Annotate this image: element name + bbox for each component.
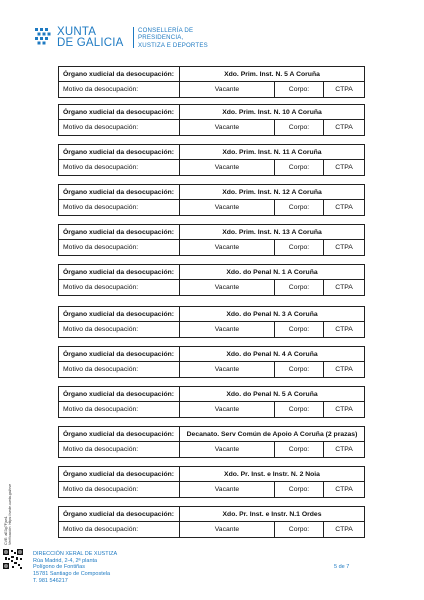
dept-line-2: PRESIDENCIA, xyxy=(138,34,184,42)
footer-line-3: Polígono de Fontiñas xyxy=(33,564,85,571)
vacancy-table xyxy=(58,506,365,538)
organ-row xyxy=(58,506,365,522)
corps-value: CTPA xyxy=(335,244,353,251)
organ-row xyxy=(58,144,365,160)
corps-value: CTPA xyxy=(335,406,353,413)
organ-row xyxy=(58,346,365,362)
corps-label: Corpo: xyxy=(275,160,324,175)
vacancy-table xyxy=(58,184,365,216)
logo-line-1: XUNTA xyxy=(57,26,97,38)
vacancy-table xyxy=(58,306,365,338)
organ-row xyxy=(58,306,365,322)
corps-value: CTPA xyxy=(335,204,353,211)
organ-value: Xdo. Pr. Inst. e Instr. N.1 Ordes xyxy=(222,510,322,518)
reason-value: Vacante xyxy=(180,200,275,215)
corps-value: CTPA xyxy=(335,366,353,373)
vacancy-table xyxy=(58,144,365,176)
reason-row xyxy=(58,442,365,458)
reason-value: Vacante xyxy=(180,280,275,295)
organ-label: Órgano xudicial da desocupación: xyxy=(59,307,180,321)
reason-label: Motivo da desocupación: xyxy=(59,240,180,255)
verification-side-text xyxy=(4,484,12,545)
reason-row xyxy=(58,402,365,418)
corps-value: CTPA xyxy=(335,164,353,171)
organ-label: Órgano xudicial da desocupación: xyxy=(59,185,180,199)
organ-label: Órgano xudicial da desocupación: xyxy=(59,347,180,361)
organ-label: Órgano xudicial da desocupación: xyxy=(59,427,180,441)
reason-label: Motivo da desocupación: xyxy=(59,82,180,97)
side-line-1: CVE: aE3g7Fjan1 xyxy=(4,516,8,545)
organ-row xyxy=(58,66,365,82)
logo-line-2: DE GALICIA xyxy=(57,37,124,49)
footer-address xyxy=(33,551,117,585)
reason-row xyxy=(58,362,365,378)
corps-label: Corpo: xyxy=(275,240,324,255)
corps-label: Corpo: xyxy=(275,482,324,497)
reason-value: Vacante xyxy=(180,240,275,255)
corps-value: CTPA xyxy=(335,124,353,131)
logo-title xyxy=(57,27,124,49)
corps-label: Corpo: xyxy=(275,120,324,135)
footer-line-5: T. 981 546217 xyxy=(33,577,68,584)
reason-row xyxy=(58,240,365,256)
reason-row xyxy=(58,482,365,498)
footer-line-1: DIRECCIÓN XERAL DE XUSTIZA xyxy=(33,551,118,557)
organ-label: Órgano xudicial da desocupación: xyxy=(59,67,180,81)
vacancy-table xyxy=(58,386,365,418)
organ-row xyxy=(58,184,365,200)
organ-value: Xdo. Prim. Inst. N. 10 A Coruña xyxy=(222,108,322,116)
organ-value: Xdo. do Penal N. 5 A Coruña xyxy=(226,390,318,398)
reason-value: Vacante xyxy=(180,82,275,97)
organ-value: Xdo. do Penal N. 3 A Coruña xyxy=(226,310,318,318)
corps-label: Corpo: xyxy=(275,322,324,337)
corps-value: CTPA xyxy=(335,446,353,453)
side-line-2: Verificación: https://sede.xunta.gal/cve xyxy=(8,483,12,545)
vacancy-table xyxy=(58,466,365,498)
corps-label: Corpo: xyxy=(275,442,324,457)
footer-line-2: Rúa Madrid, 2-4, 2ª planta xyxy=(33,557,98,564)
corps-value: CTPA xyxy=(335,284,353,291)
vacancy-table xyxy=(58,104,365,136)
reason-row xyxy=(58,280,365,296)
organ-label: Órgano xudicial da desocupación: xyxy=(59,105,180,119)
logo-divider xyxy=(133,27,134,48)
reason-label: Motivo da desocupación: xyxy=(59,362,180,377)
reason-row xyxy=(58,200,365,216)
organ-value: Xdo. Prim. Inst. N. 5 A Coruña xyxy=(224,70,320,78)
department-name xyxy=(138,27,208,49)
reason-label: Motivo da desocupación: xyxy=(59,200,180,215)
dept-line-1: CONSELLERÍA DE xyxy=(138,27,194,34)
reason-row xyxy=(58,322,365,338)
organ-value: Xdo. Prim. Inst. N. 13 A Coruña xyxy=(222,228,322,236)
organ-label: Órgano xudicial da desocupación: xyxy=(59,507,180,521)
corps-label: Corpo: xyxy=(275,402,324,417)
header xyxy=(33,26,273,52)
corps-value: CTPA xyxy=(335,86,353,93)
reason-value: Vacante xyxy=(180,322,275,337)
corps-value: CTPA xyxy=(335,486,353,493)
organ-label: Órgano xudicial da desocupación: xyxy=(59,225,180,239)
corps-value: CTPA xyxy=(335,526,353,533)
reason-value: Vacante xyxy=(180,522,275,537)
reason-row xyxy=(58,160,365,176)
corps-label: Corpo: xyxy=(275,200,324,215)
reason-value: Vacante xyxy=(180,402,275,417)
corps-label: Corpo: xyxy=(275,522,324,537)
reason-label: Motivo da desocupación: xyxy=(59,322,180,337)
vacancy-table xyxy=(58,224,365,256)
reason-value: Vacante xyxy=(180,442,275,457)
reason-row xyxy=(58,82,365,98)
organ-value: Xdo. do Penal N. 4 A Coruña xyxy=(226,350,318,358)
corps-label: Corpo: xyxy=(275,82,324,97)
organ-value: Xdo. Prim. Inst. N. 11 A Coruña xyxy=(222,148,322,156)
organ-value: Xdo. Pr. Inst. e Instr. N. 2 Noia xyxy=(224,470,320,478)
organ-row xyxy=(58,386,365,402)
organ-row xyxy=(58,426,365,442)
organ-label: Órgano xudicial da desocupación: xyxy=(59,145,180,159)
organ-value: Decanato. Serv Común de Apoio A Coruña (2 prazas) xyxy=(186,430,358,438)
organ-row xyxy=(58,224,365,240)
reason-label: Motivo da desocupación: xyxy=(59,120,180,135)
reason-value: Vacante xyxy=(180,160,275,175)
footer-line-4: 15781 Santiago de Compostela xyxy=(33,571,111,578)
corps-value: CTPA xyxy=(335,326,353,333)
reason-value: Vacante xyxy=(180,120,275,135)
vacancy-table xyxy=(58,346,365,378)
vacancy-table xyxy=(58,66,365,98)
organ-value: Xdo. do Penal N. 1 A Coruña xyxy=(226,268,318,276)
reason-value: Vacante xyxy=(180,482,275,497)
corps-label: Corpo: xyxy=(275,280,324,295)
reason-row xyxy=(58,522,365,538)
organ-label: Órgano xudicial da desocupación: xyxy=(59,387,180,401)
reason-label: Motivo da desocupación: xyxy=(59,402,180,417)
dept-line-3: XUSTIZA E DEPORTES xyxy=(138,41,208,49)
organ-value: Xdo. Prim. Inst. N. 12 A Coruña xyxy=(222,188,322,196)
reason-label: Motivo da desocupación: xyxy=(59,442,180,457)
qr-code-icon xyxy=(2,548,24,570)
vacancy-table xyxy=(58,264,365,296)
corps-label: Corpo: xyxy=(275,362,324,377)
organ-label: Órgano xudicial da desocupación: xyxy=(59,265,180,279)
reason-row xyxy=(58,120,365,136)
organ-label: Órgano xudicial da desocupación: xyxy=(59,467,180,481)
organ-row xyxy=(58,466,365,482)
organ-row xyxy=(58,104,365,120)
reason-label: Motivo da desocupación: xyxy=(59,280,180,295)
page-number: 5 de 7 xyxy=(334,564,350,570)
reason-label: Motivo da desocupación: xyxy=(59,522,180,537)
reason-label: Motivo da desocupación: xyxy=(59,482,180,497)
xunta-logo-icon xyxy=(33,26,53,48)
reason-label: Motivo da desocupación: xyxy=(59,160,180,175)
vacancy-table xyxy=(58,426,365,458)
organ-row xyxy=(58,264,365,280)
reason-value: Vacante xyxy=(180,362,275,377)
